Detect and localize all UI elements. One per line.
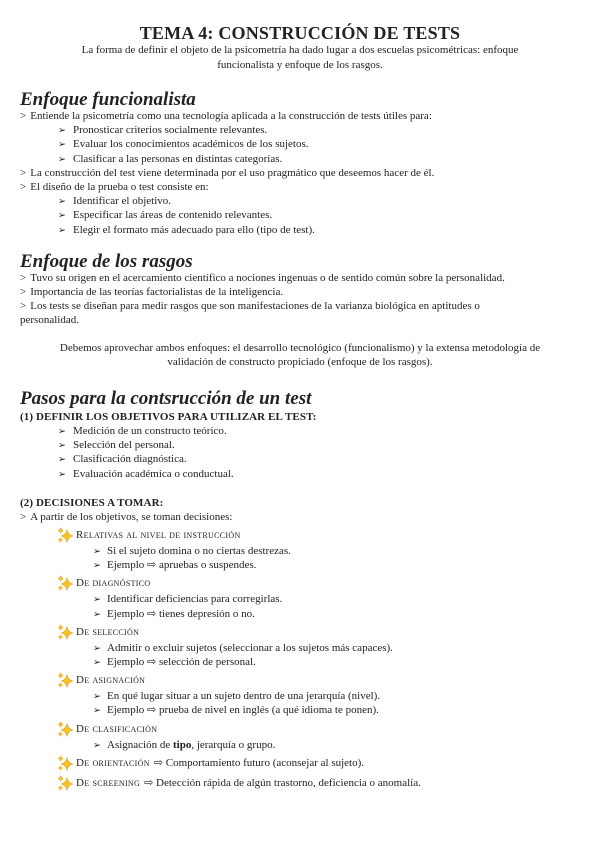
bullet-text: personalidad. [20, 314, 79, 327]
detail-item [20, 655, 580, 669]
bullet-marker: > [20, 510, 27, 523]
arrowhead-bullet-icon: ➢ [93, 657, 101, 669]
detail-text: Ejemplo ⇨ selección de personal. [107, 656, 256, 669]
section-rasgos [20, 250, 580, 328]
arrowhead-bullet-icon: ➢ [93, 608, 101, 620]
conclusion-line: Debemos aprovechar ambos enfoques: el desarrollo tecnológico (funcionalismo) y la extensa metodología de [59, 341, 541, 354]
sub-item [20, 137, 580, 151]
bullet-text: Entiende la psicometría como una tecnología aplicada a la construcción de tests útiles para: [30, 110, 432, 122]
sub-item [20, 424, 580, 438]
detail-text: En qué lugar situar a un sujeto dentro de una jerarquía (nivel). [107, 690, 381, 703]
detail-text-after: , jerarquía o grupo. [191, 738, 276, 751]
sub-item [20, 194, 580, 208]
detail-text: Ejemplo ⇨ prueba de nivel en inglés (a qué idioma te ponen). [107, 704, 379, 717]
detail-item [20, 558, 580, 572]
intro-line: funcionalista y enfoque de los rasgos. [217, 59, 383, 71]
bullet-text: A partir de los objetivos, se toman decisiones: [30, 510, 233, 523]
decision-label: De screening [76, 776, 141, 789]
section-funcionalista [20, 91, 580, 237]
bullet-text: La construcción del test viene determinada por el uso pragmático que deseemos hacer de él. [30, 166, 435, 179]
sub-item [20, 152, 580, 166]
detail-item [20, 607, 580, 621]
decision-label: De orientación [76, 756, 150, 769]
decision-orientacion [20, 754, 580, 772]
decision-seleccion [20, 623, 580, 641]
sub-item-text: Elegir el formato más adecuado para ello (tipo de test). [73, 223, 315, 236]
detail-text-before: Asignación de [107, 738, 173, 751]
decision-label: Relativas al nivel de instrucción [76, 529, 241, 542]
sub-item-text: Pronosticar criterios socialmente relevantes. [73, 124, 268, 137]
bullet-text: Tuvo su origen en el acercamiento científico a nociones ingenuas o de sentido común sobre la personalidad. [30, 271, 505, 284]
bullet-marker: > [20, 110, 27, 122]
sparkles-icon [57, 672, 73, 688]
sparkles-icon [57, 527, 73, 543]
decision-label: De diagnóstico [76, 577, 151, 590]
decision-asignacion [20, 671, 580, 689]
intro-line: La forma de definir el objeto de la psicometría ha dado lugar a dos escuelas psicométricas: enfoque [81, 44, 519, 56]
bullet-marker: > [20, 271, 27, 284]
bullet-item [20, 285, 580, 299]
detail-text: Ejemplo ⇨ apruebas o suspendes. [107, 559, 257, 572]
sub-item-text: Clasificación diagnóstica. [73, 453, 187, 466]
detail-item [20, 544, 580, 558]
arrowhead-bullet-icon: ➢ [58, 210, 66, 222]
decision-description: ⇨ Detección rápida de algún trastorno, deficiencia o anomalía. [144, 777, 421, 790]
sparkles-icon [57, 624, 73, 640]
sub-item-text: Clasificar a las personas en distintas categorías. [73, 152, 283, 165]
arrowhead-bullet-icon: ➢ [58, 224, 66, 236]
detail-text: Admitir o excluir sujetos (seleccionar a los sujetos más capaces). [107, 641, 393, 654]
decision-screening [20, 774, 580, 792]
arrowhead-bullet-icon: ➢ [58, 196, 66, 208]
bullet-marker: > [20, 180, 27, 193]
decision-diagnostico [20, 574, 580, 592]
detail-item [20, 689, 580, 703]
detail-item [20, 641, 580, 655]
arrowhead-bullet-icon: ➢ [58, 440, 66, 452]
arrowhead-bullet-icon: ➢ [93, 560, 101, 572]
sub-item [20, 467, 580, 481]
sub-item-text: Identificar el objetivo. [73, 195, 172, 208]
sub-item [20, 223, 580, 237]
detail-text: Identificar deficiencias para corregirlas. [107, 593, 283, 606]
sub-item-text: Especificar las áreas de contenido relevantes. [73, 209, 273, 222]
detail-item [20, 592, 580, 606]
arrowhead-bullet-icon: ➢ [58, 425, 66, 437]
arrowhead-bullet-icon: ➢ [93, 691, 101, 703]
arrowhead-bullet-icon: ➢ [58, 153, 66, 165]
arrowhead-bullet-icon: ➢ [58, 139, 66, 151]
section-heading: Enfoque funcionalista [20, 89, 196, 110]
detail-text-bold: tipo [172, 738, 192, 751]
bullet-item [20, 109, 580, 123]
bullet-text: Los tests se diseñan para medir rasgos que son manifestaciones de la varianza biológica en aptitudes o [30, 300, 480, 313]
arrowhead-bullet-icon: ➢ [58, 468, 66, 480]
arrowhead-bullet-icon: ➢ [93, 594, 101, 606]
conclusion-paragraph [20, 341, 580, 369]
step-1-title: (1) DEFINIR LOS OBJETIVOS PARA UTILIZAR EL TEST: [20, 410, 317, 423]
section-heading: Enfoque de los rasgos [20, 250, 193, 272]
detail-text: Si el sujeto domina o no ciertas destrezas. [107, 545, 291, 558]
decision-description: ⇨ Comportamiento futuro (aconsejar al sujeto). [153, 757, 365, 770]
bullet-item [20, 510, 580, 524]
bullet-item [20, 299, 580, 313]
bullet-text: Importancia de las teorías factorialistas de la inteligencia. [30, 286, 284, 299]
page-title: TEMA 4: CONSTRUCCIÓN DE TESTS [139, 23, 461, 43]
intro-paragraph [20, 43, 580, 73]
detail-text: Ejemplo ⇨ tienes depresión o no. [107, 607, 255, 620]
sub-item-text: Evaluar los conocimientos académicos de los sujetos. [73, 138, 309, 151]
bullet-text: El diseño de la prueba o test consiste en: [30, 180, 209, 193]
decision-instruccion [20, 526, 580, 544]
detail-item [20, 703, 580, 717]
sub-item [20, 208, 580, 222]
sparkles-icon [57, 575, 73, 591]
sub-item [20, 123, 580, 137]
sub-item [20, 452, 580, 466]
arrowhead-bullet-icon: ➢ [93, 739, 101, 751]
sub-item-text: Medición de un constructo teórico. [73, 424, 227, 437]
bullet-continuation [20, 313, 580, 327]
sub-item [20, 438, 580, 452]
arrowhead-bullet-icon: ➢ [93, 705, 101, 717]
bullet-item [20, 166, 580, 180]
sparkles-icon [57, 775, 73, 791]
sparkles-icon [57, 755, 73, 771]
section-heading: Pasos para la contsrucción de un test [20, 387, 312, 409]
bullet-item [20, 180, 580, 194]
decision-clasificacion [20, 720, 580, 738]
section-pasos [20, 387, 580, 792]
bullet-marker: > [20, 166, 27, 179]
arrowhead-bullet-icon: ➢ [58, 125, 66, 137]
step-2-title: (2) DECISIONES A TOMAR: [20, 496, 164, 509]
decision-label: De asignación [76, 674, 146, 687]
bullet-item [20, 271, 580, 285]
detail-item [20, 738, 580, 752]
decision-label: De selección [76, 625, 140, 638]
arrowhead-bullet-icon: ➢ [58, 454, 66, 466]
conclusion-line: validación de constructo propiciado (enfoque de los rasgos). [167, 355, 433, 368]
sparkles-icon [57, 721, 73, 737]
bullet-marker: > [20, 286, 27, 299]
sub-item-text: Selección del personal. [73, 439, 175, 452]
sub-item-text: Evaluación académica o conductual. [73, 467, 234, 480]
decision-label: De clasificación [76, 722, 158, 735]
bullet-marker: > [20, 300, 27, 313]
arrowhead-bullet-icon: ➢ [93, 546, 101, 558]
arrowhead-bullet-icon: ➢ [93, 642, 101, 654]
